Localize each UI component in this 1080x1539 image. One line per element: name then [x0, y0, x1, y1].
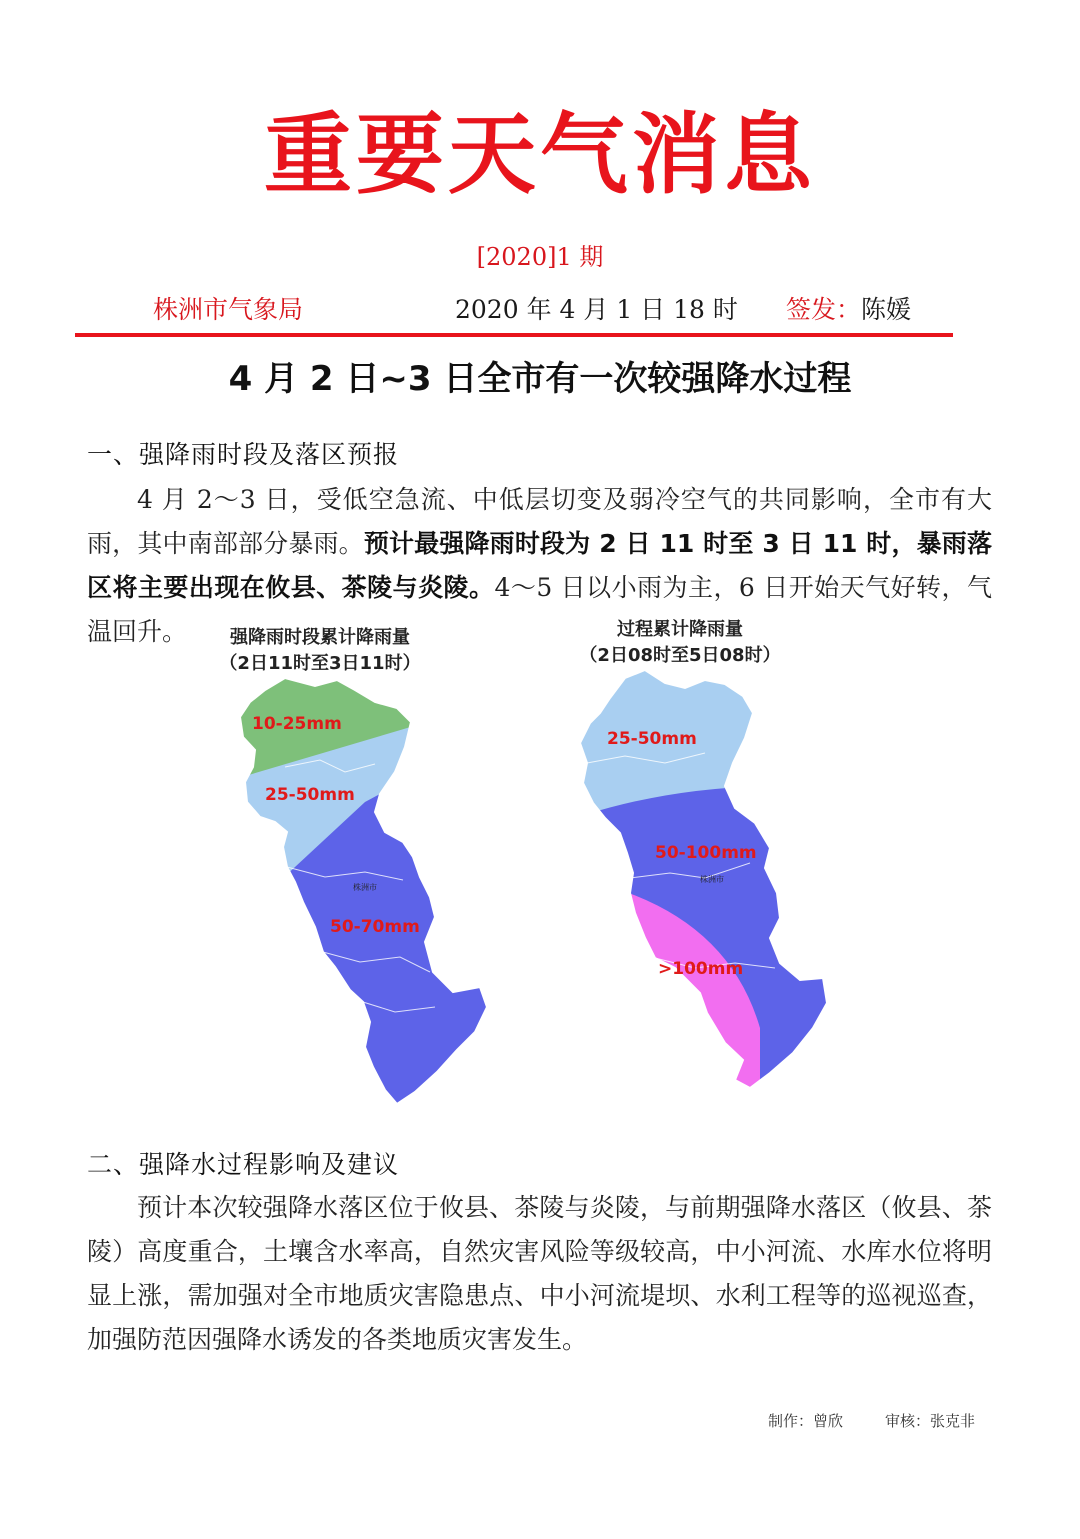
section-1-text-a: 4 月 2～3 日，受低空急流、中低层切变及弱冷空气的共同影响，全市有大雨，其中南部部分暴雨。	[87, 485, 992, 558]
left-label-zone1: 10-25mm	[252, 714, 342, 734]
right-label-zone2: 50-100mm	[655, 843, 757, 863]
left-city-label: 株洲市	[353, 883, 377, 892]
left-map-subtitle: （2日11时至3日11时）	[219, 653, 421, 674]
right-label-zone1: 25-50mm	[607, 729, 697, 749]
section-2-heading: 二、强降水过程影响及建议	[87, 1150, 400, 1179]
right-map-subtitle: （2日08时至5日08时）	[579, 645, 781, 666]
section-2-paragraph: 预计本次较强降水落区位于攸县、茶陵与炎陵，与前期强降水落区（攸县、茶陵）高度重合，土壤含水率高，自然灾害风险等级较高，中小河流、水库水位将明显上涨，需加强对全市地质灾害隐患点、中小河流堤坝、水利工程等的巡视巡查，加强防范因强降水诱发的各类地质灾害发生。	[87, 1193, 992, 1354]
page-title: 4 月 2 日~3 日全市有一次较强降水过程	[228, 359, 852, 399]
headline: 重要天气消息	[263, 103, 816, 206]
issuer: 株洲市气象局	[153, 295, 304, 324]
left-label-zone2: 25-50mm	[265, 785, 355, 805]
right-label-zone3: >100mm	[658, 959, 744, 979]
left-map-title	[200, 625, 440, 677]
left-map-title-main: 强降雨时段累计降雨量	[230, 627, 410, 648]
footer-made-by: 制作：曾欣	[768, 1412, 844, 1430]
right-map-title	[570, 617, 790, 669]
issue-date: 2020 年 4 月 1 日 18 时	[455, 295, 738, 324]
section-1-text-bold: 预计最强降雨时段为 2 日 11 时至 3 日 11 时，暴雨落区将主要出现在攸县、茶陵与炎陵。	[87, 529, 992, 602]
section-1-heading: 一、强降雨时段及落区预报	[87, 440, 400, 469]
issue-number: [2020]1 期	[476, 243, 604, 271]
left-rainfall-map	[225, 672, 495, 1112]
footer-reviewed-by: 审核：张克非	[885, 1412, 976, 1430]
right-rainfall-map	[575, 668, 835, 1098]
red-divider	[75, 333, 953, 337]
meta-row	[0, 292, 1080, 328]
signer-name: 陈媛	[861, 295, 912, 324]
right-map-title-main: 过程累计降雨量	[617, 619, 743, 640]
signer	[786, 292, 911, 328]
signer-label: 签发：	[786, 295, 862, 324]
right-city-label: 株洲市	[700, 875, 724, 884]
section-1-text-b: 4～5 日以小雨为主，6 日开始天气好转，气温回升。	[87, 573, 992, 646]
left-label-zone3: 50-70mm	[330, 917, 420, 937]
